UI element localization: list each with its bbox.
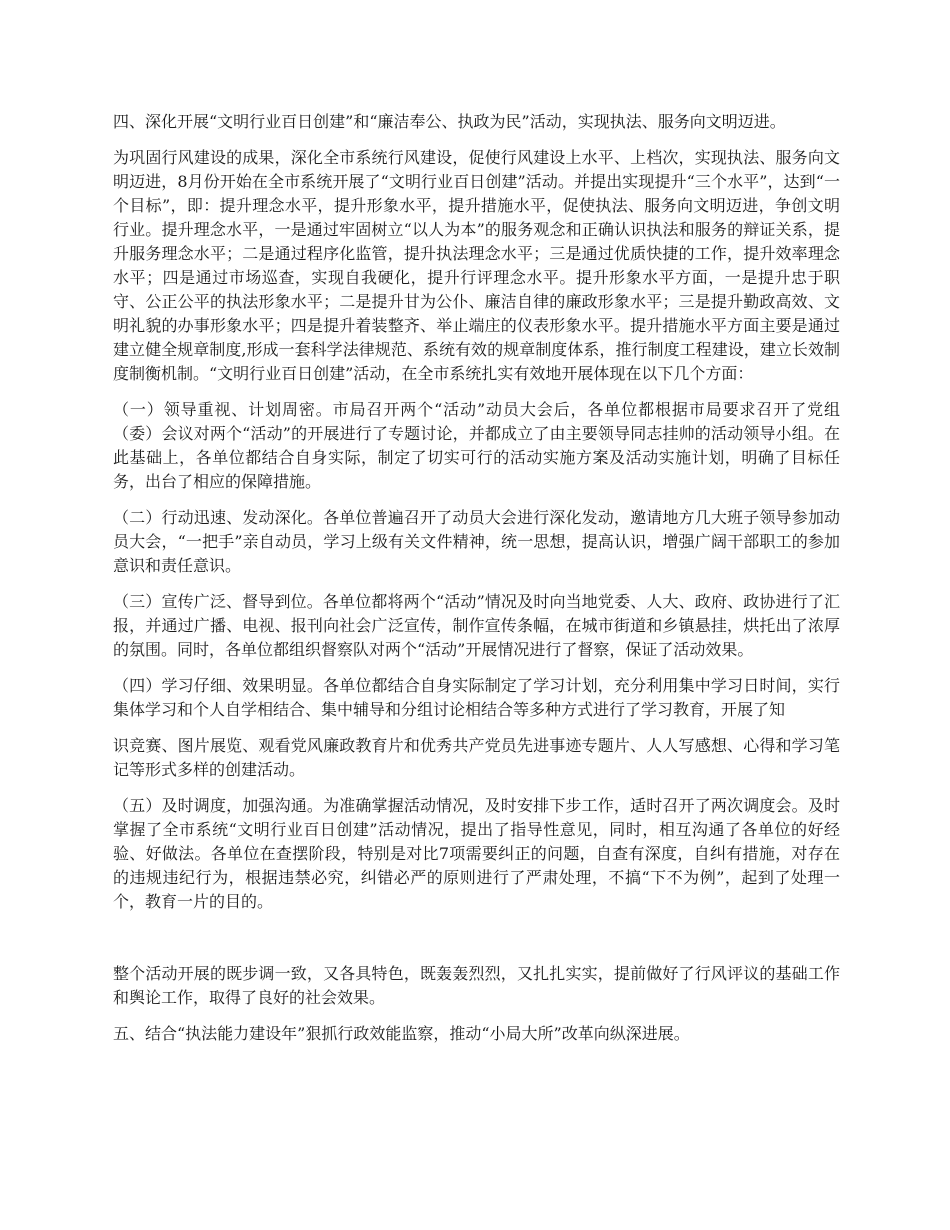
paragraph-item-three: （三）宣传广泛、督导到位。各单位都将两个“活动”情况及时向当地党委、人大、政府、政协进行了汇报，并通过广播、电视、报刊向社会广泛宣传，制作宣传条幅，在城市街道和乡镇悬挂，烘托出了浓厚的氛围。同时，各单位都组织督察队对两个“活动”开展情况进行了督察，保证了活动效果。 [113, 592, 840, 659]
paragraph-item-four: （四）学习仔细、效果明显。各单位都结合自身实际制定了学习计划，充分利用集中学习日时间，实行集体学习和个人自学相结合、集中辅导和分组讨论相结合等多种方式进行了学习教育，开展了知 [113, 676, 840, 719]
paragraph-item-five: （五）及时调度，加强沟通。为准确掌握活动情况，及时安排下步工作，适时召开了两次调度会。及时掌握了全市系统“文明行业百日创建”活动情况，提出了指导性意见，同时，相互沟通了各单位的好经验、好做法。各单位在查摆阶段，特别是对比7项需要纠正的问题，自查有深度，自纠有措施，对存在的违规违纪行为，根据违禁必究，纠错必严的原则进行了严肃处理，不搞“下不为例”，起到了处理一个，教育一片的目的。 [113, 796, 840, 911]
paragraph-item-one: （一）领导重视、计划周密。市局召开两个“活动”动员大会后，各单位都根据市局要求召开了党组（委）会议对两个“活动”的开展进行了专题讨论，并都成立了由主要领导同志挂帅的活动领导小组。在此基础上，各单位都结合自身实际，制定了切实可行的活动实施方案及活动实施计划，明确了目标任务，出台了相应的保障措施。 [113, 400, 840, 491]
document-body [113, 110, 840, 1058]
paragraph-gap [113, 926, 840, 962]
paragraph-intro: 为巩固行风建设的成果，深化全市系统行风建设，促使行风建设上水平、上档次，实现执法、服务向文明迈进，8月份开始在全市系统开展了“文明行业百日创建”活动。并提出实现提升“三个水平”，达到“一个目标”，即：提升理念水平，提升形象水平，提升措施水平，促使执法、服务向文明迈进，争创文明行业。提升理念水平，一是通过牢固树立“以人为本”的服务观念和正确认识执法和服务的辩证关系，提升服务理念水平；二是通过程序化监管，提升执法理念水平；三是通过优质快捷的工作，提升效率理念水平；四是通过市场巡查，实现自我硬化，提升行评理念水平。提升形象水平方面，一是提升忠于职守、公正公平的执法形象水平；二是提升甘为公仆、廉洁自律的廉政形象水平；三是提升勤政高效、文明礼貌的办事形象水平；四是提升着装整齐、举止端庄的仪表形象水平。提升措施水平方面主要是通过建立健全规章制度,形成一套科学法律规范、系统有效的规章制度体系，推行制度工程建设，建立长效制度制衡机制。“文明行业百日创建”活动，在全市系统扎实有效地开展体现在以下几个方面： [113, 148, 840, 383]
paragraph-item-two: （二）行动迅速、发动深化。各单位普遍召开了动员大会进行深化发动，邀请地方几大班子领导参加动员大会，“一把手”亲自动员，学习上级有关文件精神，统一思想，提高认识，增强广阔干部职工的参加意识和责任意识。 [113, 508, 840, 575]
paragraph-section-four-heading: 四、深化开展“文明行业百日创建”和“廉洁奉公、执政为民”活动，实现执法、服务向文明迈进。 [113, 112, 786, 131]
paragraph-summary: 整个活动开展的既步调一致，又各具特色，既轰轰烈烈，又扎扎实实，提前做好了行风评议的基础工作和舆论工作，取得了良好的社会效果。 [113, 964, 840, 1007]
paragraph-section-five-heading: 五、结合“执法能力建设年”狠抓行政效能监察，推动“小局大所”改革向纵深进展。 [113, 1024, 690, 1043]
paragraph-item-four-continued: 识竞赛、图片展览、观看党风廉政教育片和优秀共产党员先进事迹专题片、人人写感想、心得和学习笔记等形式多样的创建活动。 [113, 736, 840, 779]
